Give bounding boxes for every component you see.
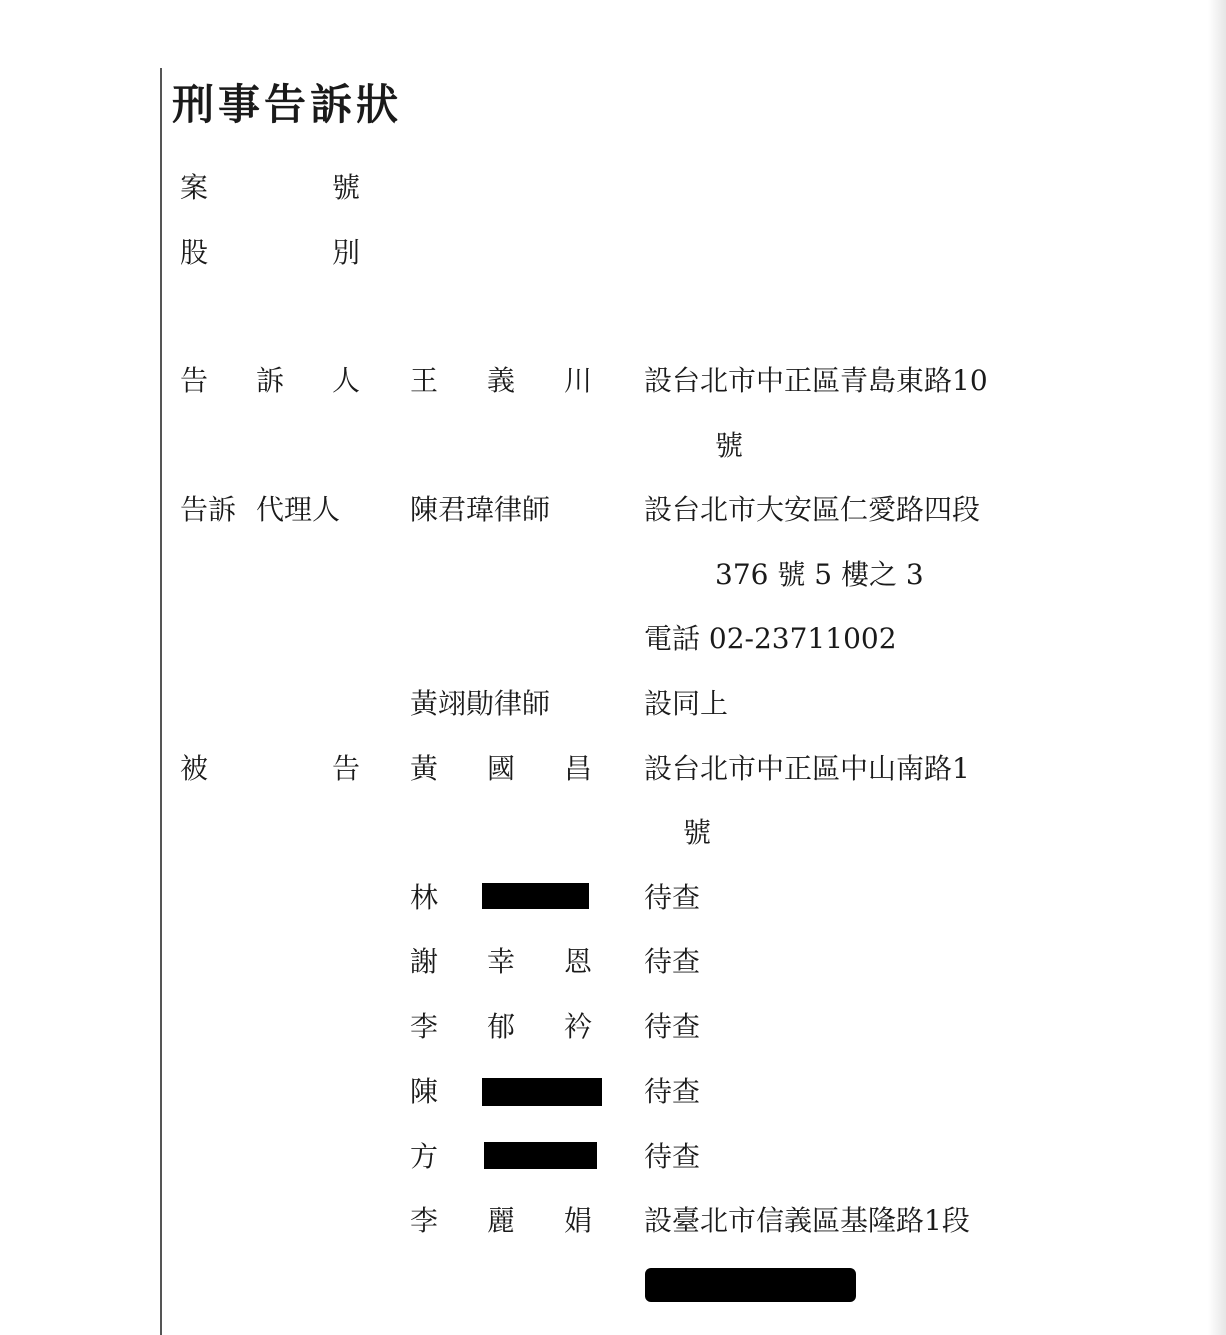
defendant-role: 被 告 xyxy=(180,752,360,785)
complainant-name: 王 義 川 xyxy=(410,364,592,397)
defendant-1-address-cont: 號 xyxy=(683,816,712,849)
agent-role: 告訴 代理人 xyxy=(180,493,341,526)
defendant-3-address: 待查 xyxy=(644,945,701,978)
document-title: 刑事告訴狀 xyxy=(172,80,403,129)
agent-address-same: 設同上 xyxy=(644,687,729,720)
defendant-5-name: 陳 xyxy=(410,1075,439,1108)
redaction-bar xyxy=(482,883,589,909)
defendant-2-address: 待查 xyxy=(644,881,701,914)
defendant-1-name: 黃 國 昌 xyxy=(410,752,592,785)
margin-line xyxy=(160,68,162,1335)
page-edge-shadow xyxy=(1208,0,1226,1335)
agent-name-2: 黃翊勛律師 xyxy=(410,687,551,720)
complainant-role: 告 訴 人 xyxy=(180,364,360,397)
agent-phone: 電話 02-23711002 xyxy=(644,622,897,655)
defendant-3-name: 謝 幸 恩 xyxy=(410,945,592,978)
defendant-7-address: 設臺北市信義區基隆路1段 xyxy=(644,1204,970,1237)
redaction-bar xyxy=(482,1078,602,1106)
agent-name-1: 陳君瑋律師 xyxy=(410,493,551,526)
defendant-7-name: 李 麗 娟 xyxy=(410,1204,592,1237)
complainant-address-cont: 號 xyxy=(715,429,744,462)
defendant-1-address: 設台北市中正區中山南路1 xyxy=(644,752,970,785)
defendant-4-name: 李 郁 衿 xyxy=(410,1010,592,1043)
complainant-address: 設台北市中正區青島東路10 xyxy=(644,364,988,397)
redaction-bar xyxy=(645,1268,856,1302)
division-label: 股 別 xyxy=(180,236,360,269)
agent-address: 設台北市大安區仁愛路四段 xyxy=(644,493,981,526)
defendant-4-address: 待查 xyxy=(644,1010,701,1043)
defendant-6-address: 待查 xyxy=(644,1140,701,1173)
defendant-2-name: 林 xyxy=(410,881,439,914)
case-number-label: 案 號 xyxy=(180,171,360,204)
redaction-bar xyxy=(484,1142,597,1169)
agent-address-cont: 376 號 5 樓之 3 xyxy=(715,558,924,591)
defendant-6-name: 方 xyxy=(410,1140,439,1173)
defendant-5-address: 待查 xyxy=(644,1075,701,1108)
